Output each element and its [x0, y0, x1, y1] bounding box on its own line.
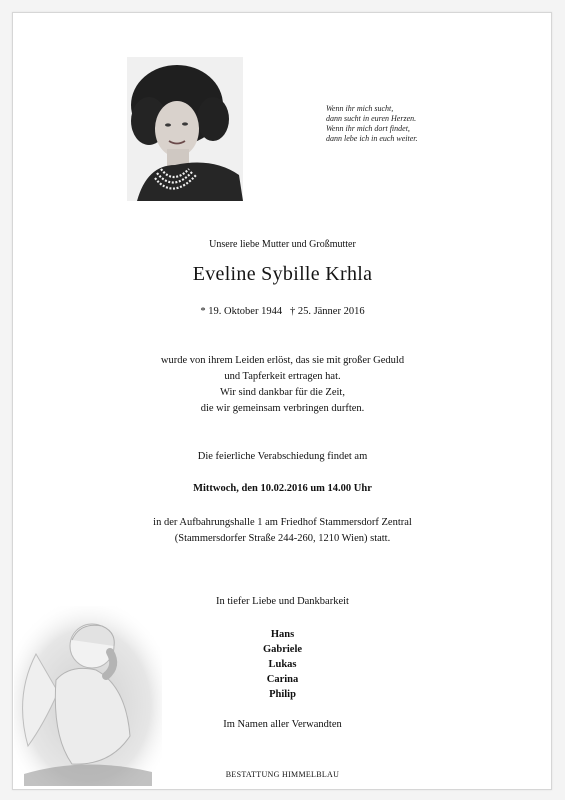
venue-line: in der Aufbahrungshalle 1 am Friedhof Stammersdorf Zentral — [153, 517, 412, 528]
mourner-name: Carina — [266, 674, 299, 685]
poem-line: dann lebe ich in euch weiter. — [326, 134, 418, 143]
poem-line: Wenn ihr mich dort findet, — [326, 124, 410, 133]
mourner-name: Philip — [269, 689, 296, 700]
relatives-text: Im Namen aller Verwandten — [223, 719, 342, 730]
undertaker-name: BESTATTUNG HIMMELBLAU — [225, 770, 340, 779]
ceremony-date: Mittwoch, den 10.02.2016 um 14.00 Uhr — [193, 483, 372, 494]
body-line: und Tapferkeit ertragen hat. — [224, 371, 341, 382]
body-line: Wir sind dankbar für die Zeit, — [220, 387, 345, 398]
poem — [326, 104, 526, 144]
intro-text: Unsere liebe Mutter und Großmutter — [209, 239, 356, 250]
life-dates: * 19. Oktober 1944 † 25. Jänner 2016 — [200, 306, 365, 317]
body-line: die wir gemeinsam verbringen durften. — [200, 403, 365, 414]
venue-line: (Stammersdorfer Straße 244-260, 1210 Wien) statt. — [174, 533, 391, 544]
farewell-text: Die feierliche Verabschiedung findet am — [197, 451, 368, 462]
deceased-name: Eveline Sybille Krhla — [192, 263, 373, 285]
poem-line: Wenn ihr mich sucht, — [326, 104, 394, 113]
mourner-name: Hans — [270, 629, 295, 640]
closing-text: In tiefer Liebe und Dankbarkeit — [216, 596, 349, 607]
body-text — [0, 353, 565, 417]
mourner-name: Gabriele — [262, 644, 303, 655]
mourner-name: Lukas — [268, 659, 297, 670]
angel-image — [14, 606, 162, 786]
venue-text — [0, 515, 565, 547]
portrait-photo — [127, 57, 243, 201]
body-line: wurde von ihrem Leiden erlöst, das sie mit großer Geduld — [160, 355, 405, 366]
poem-line: dann sucht in euren Herzen. — [326, 114, 417, 123]
